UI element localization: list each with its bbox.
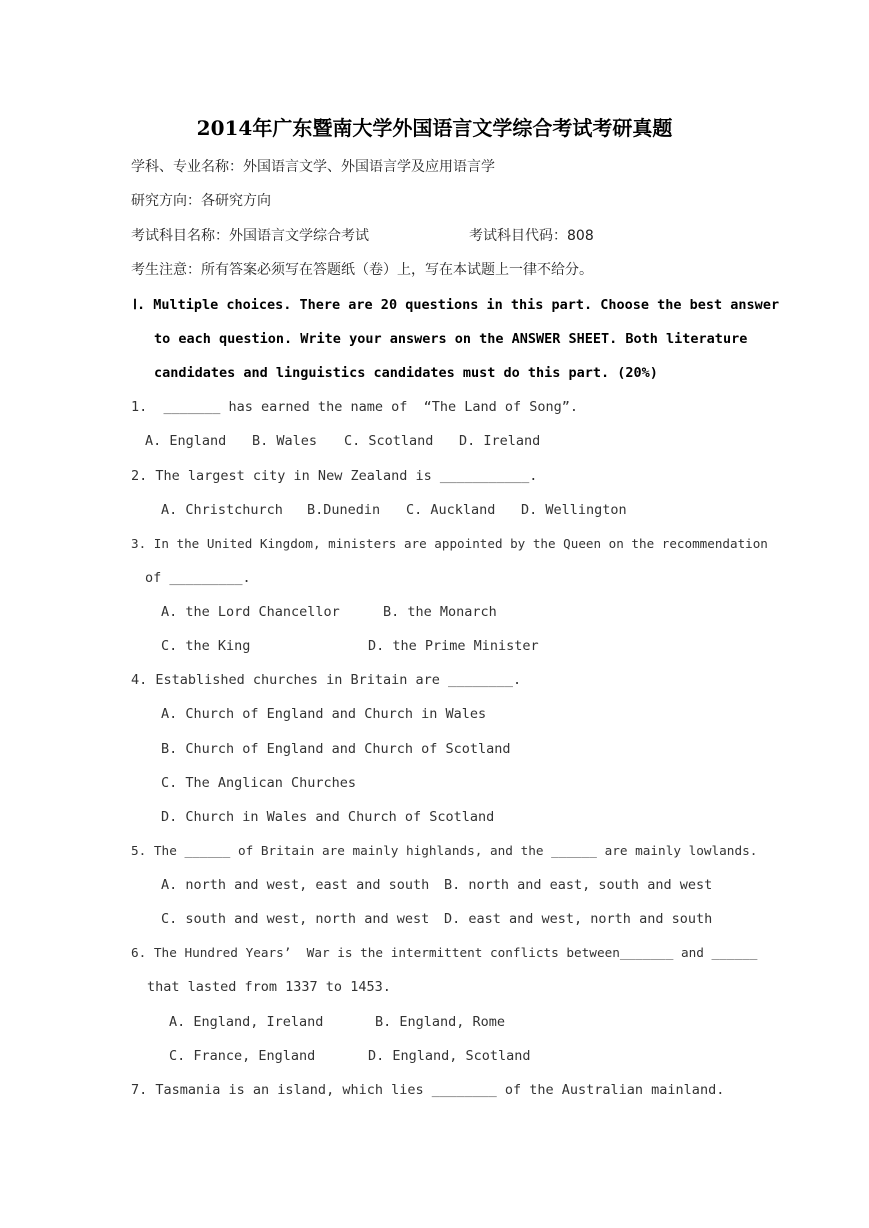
- question-4-option-a: A. Church of England and Church in Wales: [161, 706, 487, 722]
- question-4-option-b: B. Church of England and Church of Scotland: [161, 741, 511, 757]
- question-6-stem-continued: that lasted from 1337 to 1453.: [147, 979, 391, 995]
- question-1-option-b: B. Wales: [252, 433, 318, 449]
- question-5-stem: 5. The ______ of Britain are mainly highlands, and the ______ are mainly lowlands.: [131, 843, 758, 858]
- question-2-stem: 2. The largest city in New Zealand is ___________.: [131, 468, 538, 484]
- question-5-option-c: C. south and west, north and west: [161, 911, 430, 927]
- section-instruction-line-3: candidates and linguistics candidates must do this part. (20%): [154, 365, 658, 381]
- question-2-option-d: D. Wellington: [521, 502, 627, 518]
- question-6-option-d: D. England, Scotland: [368, 1048, 531, 1064]
- question-6-option-c: C. France, England: [169, 1048, 316, 1064]
- page-title: 2014年广东暨南大学外国语言文学综合考试考研真题: [196, 116, 673, 140]
- question-1-option-c: C. Scotland: [344, 433, 434, 449]
- question-3-stem-continued: of _________.: [145, 570, 251, 586]
- major-line: 学科、专业名称：外国语言文学、外国语言学及应用语言学: [131, 159, 495, 175]
- direction-line: 研究方向：各研究方向: [131, 193, 271, 209]
- question-5-option-a: A. north and west, east and south: [161, 877, 430, 893]
- question-5-option-d: D. east and west, north and south: [444, 911, 713, 927]
- question-3-option-b: B. the Monarch: [383, 604, 497, 620]
- question-6-option-b: B. England, Rome: [375, 1014, 506, 1030]
- section-instruction-line-2: to each question. Write your answers on the ANSWER SHEET. Both literature: [154, 331, 748, 347]
- question-4-stem: 4. Established churches in Britain are ________.: [131, 672, 522, 688]
- question-2-option-c: C. Auckland: [406, 502, 496, 518]
- subject-name: 考试科目名称：外国语言文学综合考试: [131, 228, 369, 244]
- question-2-option-b: B.Dunedin: [307, 502, 381, 518]
- notice-line: 考生注意：所有答案必须写在答题纸（卷）上，写在本试题上一律不给分。: [131, 262, 593, 278]
- question-1-option-a: A. England: [145, 433, 227, 449]
- question-3-stem: 3. In the United Kingdom, ministers are appointed by the Queen on the recommendation: [131, 536, 768, 551]
- question-3-option-a: A. the Lord Chancellor: [161, 604, 340, 620]
- question-1-stem: 1. _______ has earned the name of “The Land of Song”.: [131, 399, 579, 415]
- question-2-option-a: A. Christchurch: [161, 502, 283, 518]
- question-3-option-d: D. the Prime Minister: [368, 638, 539, 654]
- question-6-stem: 6. The Hundred Years’ War is the intermittent conflicts between_______ and ______: [131, 945, 758, 960]
- question-3-option-c: C. the King: [161, 638, 251, 654]
- question-1-option-d: D. Ireland: [459, 433, 541, 449]
- question-7-stem: 7. Tasmania is an island, which lies ________ of the Australian mainland.: [131, 1082, 725, 1098]
- question-4-option-c: C. The Anglican Churches: [161, 775, 357, 791]
- question-4-option-d: D. Church in Wales and Church of Scotland: [161, 809, 495, 825]
- section-instruction-line-1: Ⅰ. Multiple choices. There are 20 questions in this part. Choose the best answer: [133, 297, 780, 313]
- question-6-option-a: A. England, Ireland: [169, 1014, 324, 1030]
- subject-code: 考试科目代码：808: [469, 228, 594, 244]
- question-5-option-b: B. north and east, south and west: [444, 877, 713, 893]
